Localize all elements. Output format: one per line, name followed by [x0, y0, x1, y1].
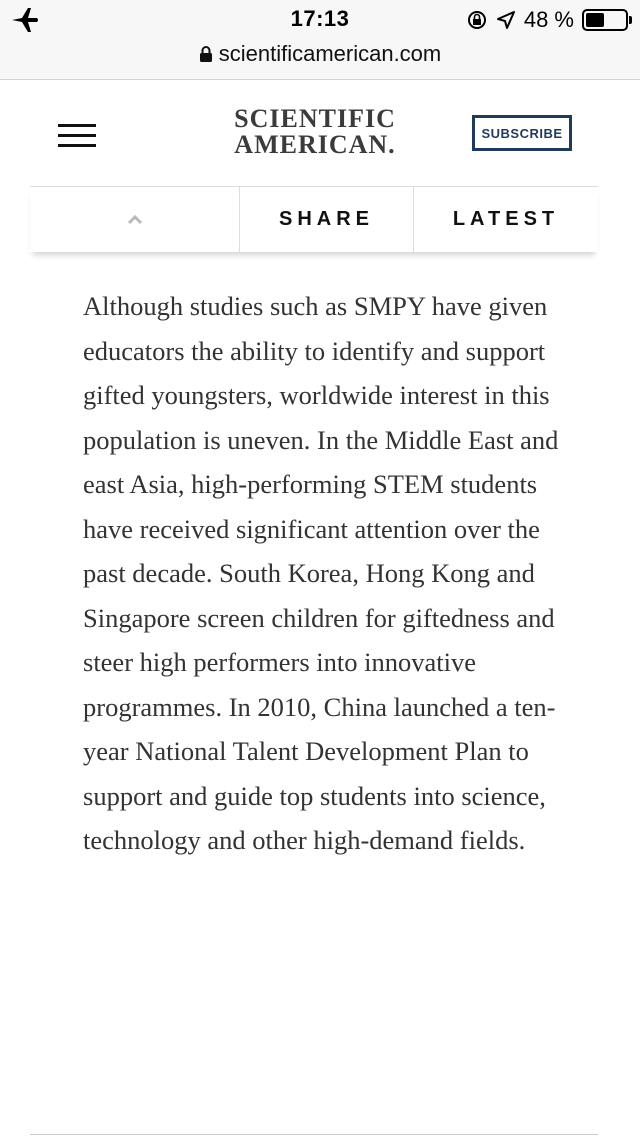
article-paragraph: Although studies such as SMPY have given educators the ability to identify and support gifted youngsters, worldwide interest in this population is uneven. In the Middle East and east Asia, high-performing STEM students have received significant attention over the past decade. South Korea, Hong Kong and Singapore screen children for giftedness and steer high performers into innovative programmes. In 2010, China launched a ten-year National Talent Development Plan to support and guide top students into science, technology and other high-demand fields.	[83, 291, 559, 855]
menu-icon[interactable]	[58, 124, 96, 148]
battery-level	[586, 13, 604, 27]
logo-line-2: AMERICAN.	[234, 130, 396, 159]
chevron-up-icon	[126, 214, 144, 226]
status-time: 17:13	[290, 6, 350, 31]
status-bar	[0, 0, 640, 80]
url-bar[interactable]	[0, 38, 640, 70]
battery-icon	[582, 9, 628, 31]
url-text: scientificamerican.com	[218, 41, 442, 66]
logo-line-1: SCIENTIFIC	[234, 104, 396, 133]
latest-label: LATEST	[452, 208, 560, 230]
site-header	[0, 80, 640, 186]
orientation-lock-icon	[466, 9, 488, 31]
divider	[30, 1134, 598, 1135]
share-button[interactable]	[240, 187, 414, 252]
article-toolbar	[30, 186, 598, 252]
site-logo[interactable]	[220, 106, 410, 158]
battery-percent: 48 %	[523, 7, 574, 32]
subscribe-button[interactable]: SUBSCRIBE	[472, 115, 572, 151]
location-arrow-icon	[496, 10, 516, 30]
lock-icon	[199, 45, 213, 63]
scroll-to-top-button[interactable]	[30, 187, 240, 252]
share-label: SHARE	[278, 208, 374, 230]
latest-button[interactable]	[414, 187, 598, 252]
status-indicators	[466, 6, 628, 34]
